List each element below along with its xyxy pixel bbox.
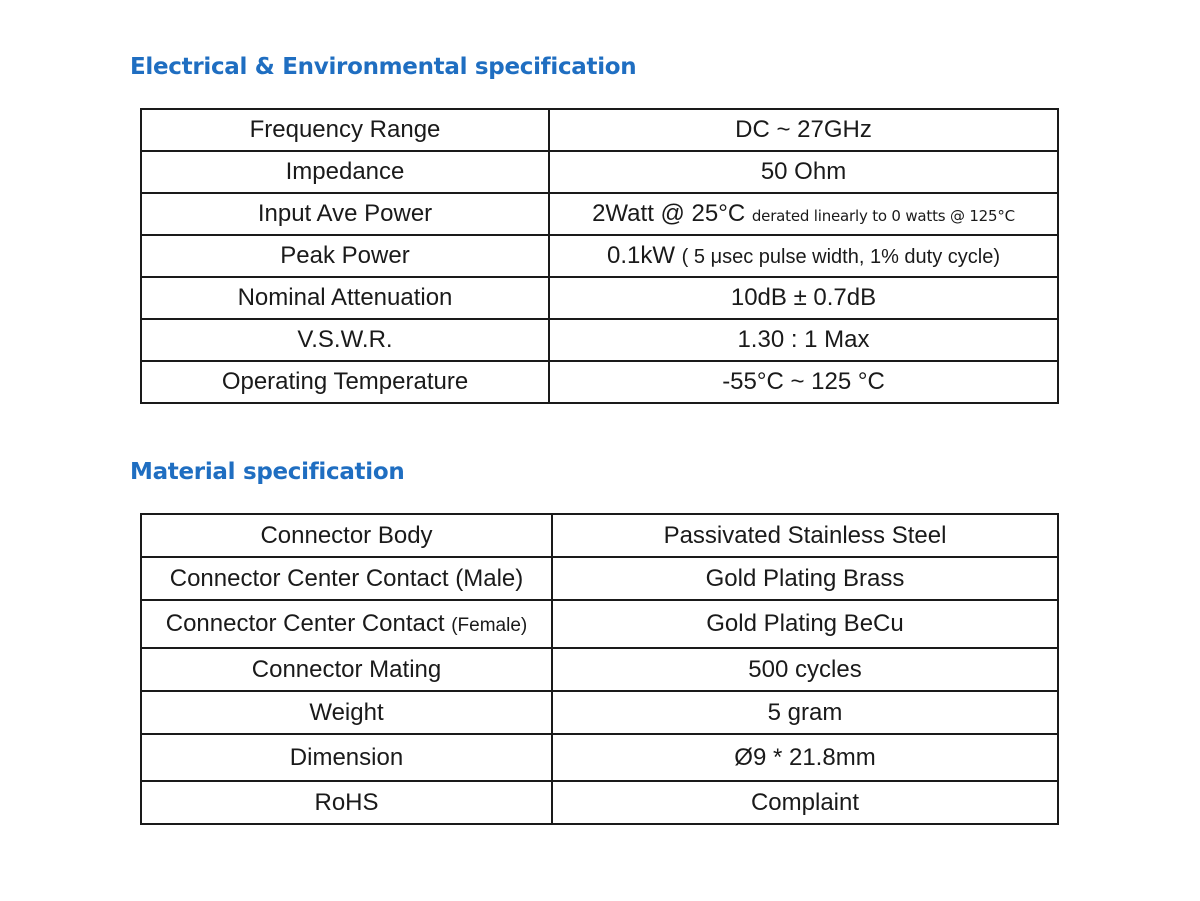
spec-label: Nominal Attenuation <box>141 277 549 319</box>
spec-value-cell <box>549 235 1058 277</box>
spec-label-cell <box>141 600 552 648</box>
electrical-spec-table <box>140 108 1059 404</box>
spec-label-suffix: (Female) <box>451 615 528 636</box>
spec-label: Connector Center Contact <box>165 610 445 637</box>
material-spec-heading: Material specification <box>130 459 405 485</box>
table-row <box>141 109 1058 151</box>
spec-value: 10dB ± 0.7dB <box>549 277 1058 319</box>
spec-value: 1.30 : 1 Max <box>549 319 1058 361</box>
spec-value: DC ~ 27GHz <box>549 109 1058 151</box>
spec-label: Impedance <box>141 151 549 193</box>
spec-value: Passivated Stainless Steel <box>552 514 1058 557</box>
table-row <box>141 193 1058 235</box>
spec-value: 0.1kW <box>606 242 675 269</box>
table-row <box>141 361 1058 403</box>
spec-label: Weight <box>141 691 552 734</box>
spec-value: 50 Ohm <box>549 151 1058 193</box>
spec-value: Gold Plating Brass <box>552 557 1058 600</box>
spec-label: Input Ave Power <box>141 193 549 235</box>
spec-note: ( 5 μsec pulse width, 1% duty cycle) <box>681 246 1000 268</box>
table-row <box>141 277 1058 319</box>
spec-value: 5 gram <box>552 691 1058 734</box>
table-row <box>141 557 1058 600</box>
spec-label: Operating Temperature <box>141 361 549 403</box>
table-row <box>141 600 1058 648</box>
spec-value: Ø9 * 21.8mm <box>552 734 1058 781</box>
electrical-spec-heading: Electrical & Environmental specification <box>130 54 637 80</box>
spec-label: RoHS <box>141 781 552 824</box>
spec-label: Dimension <box>141 734 552 781</box>
spec-note: derated linearly to 0 watts @ 125°C <box>751 207 1015 225</box>
spec-value: Gold Plating BeCu <box>552 600 1058 648</box>
spec-label: Frequency Range <box>141 109 549 151</box>
spec-value: 500 cycles <box>552 648 1058 691</box>
material-spec-table <box>140 513 1059 825</box>
spec-value: Complaint <box>552 781 1058 824</box>
spec-label: V.S.W.R. <box>141 319 549 361</box>
spec-label-cell <box>141 557 552 600</box>
spec-label-suffix: (Male) <box>455 564 524 592</box>
table-row <box>141 734 1058 781</box>
spec-value-cell <box>549 193 1058 235</box>
spec-label: Connector Body <box>141 514 552 557</box>
spec-label: Peak Power <box>141 235 549 277</box>
table-row <box>141 648 1058 691</box>
table-row <box>141 319 1058 361</box>
spec-value: -55°C ~ 125 °C <box>549 361 1058 403</box>
table-row <box>141 514 1058 557</box>
spec-value: 2Watt @ 25°C <box>592 200 746 227</box>
spec-label: Connector Center Contact <box>169 564 449 592</box>
table-row <box>141 151 1058 193</box>
table-row <box>141 235 1058 277</box>
spec-label: Connector Mating <box>141 648 552 691</box>
table-row <box>141 781 1058 824</box>
table-row <box>141 691 1058 734</box>
